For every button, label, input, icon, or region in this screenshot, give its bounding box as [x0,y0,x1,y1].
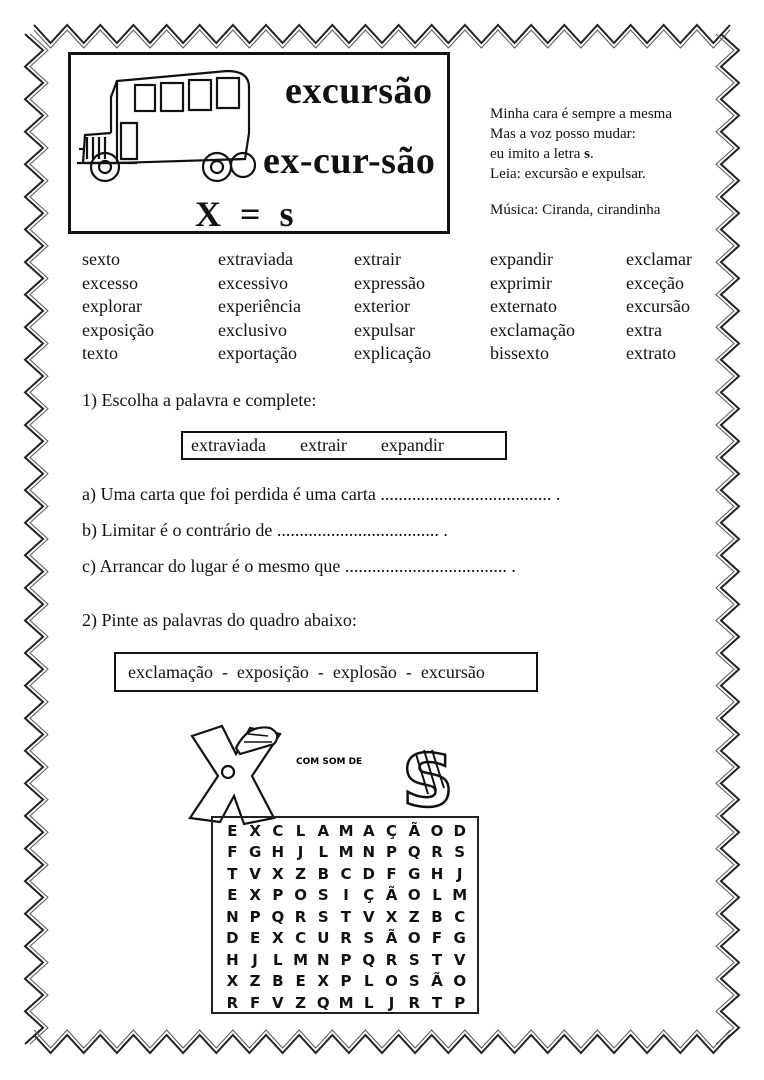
word-search-letter[interactable]: N [317,950,330,969]
word-list-item: excesso [82,272,138,293]
word-search-letter[interactable]: P [386,843,397,862]
word-search-letter[interactable]: N [362,843,376,862]
word-list-item: expulsar [354,319,415,340]
word-search-letter[interactable]: T [431,950,443,969]
option-word: extrair [299,435,347,455]
word-search-letter[interactable]: M [338,993,354,1012]
word-list-item: expressão [354,272,425,293]
word-search-letter[interactable]: U [317,929,330,948]
word-search-letter[interactable]: S [408,972,420,991]
word-search-letter[interactable]: V [362,907,375,926]
word-search-letter[interactable]: L [318,843,329,862]
word-search-letter[interactable]: D [226,929,239,948]
puzzle-caption: COM SOM DE [296,757,363,767]
word-search-letter[interactable]: Ç [363,886,375,905]
word-search-row [221,863,471,885]
poem-line: Minha cara é sempre a mesma [490,106,672,122]
word-search-letter[interactable]: P [454,993,466,1012]
rule-equals: = [240,194,261,234]
word-search-letter[interactable]: P [272,886,284,905]
word-search-letter[interactable]: R [340,929,352,948]
word-search-letter[interactable]: X [385,907,398,926]
word-search-letter[interactable]: X [317,972,330,991]
word-search-letter[interactable]: R [385,950,398,969]
word-search-row [221,842,471,864]
word-list-item: explorar [82,296,142,316]
word-search-letter[interactable]: M [338,821,354,840]
word-search-letter[interactable]: F [431,929,443,948]
word-search-letter[interactable]: R [408,993,421,1012]
word-search-letter[interactable]: M [293,950,309,969]
word-search-letter[interactable]: G [408,864,421,883]
word-search-letter[interactable]: O [385,972,398,991]
word-search-letter[interactable]: D [362,864,375,883]
word-search-letter[interactable]: L [295,821,306,840]
word-search-row [221,906,471,928]
word-search-letter[interactable]: C [272,821,284,840]
word-list-item: extra [626,319,662,340]
rule-x-equals-s [195,193,294,235]
exercise-2-title: 2) Pinte as palavras do quadro abaixo: [82,610,357,630]
word-list-item: externato [490,296,557,316]
word-search-row [221,971,471,993]
poem-line: Mas a voz posso mudar: [490,126,636,142]
exercise-2-words-box: exclamação - exposição - explosão - excursão [114,652,538,692]
word-search-letter[interactable]: R [294,907,307,926]
svg-text:S: S [402,739,454,823]
word-search-grid [211,816,479,1014]
word-search-letter[interactable]: T [431,993,443,1012]
word-list-item: experiência [218,296,301,316]
word-search-letter[interactable]: R [226,993,239,1012]
word-search-letter[interactable]: C [340,864,352,883]
word-search-letter[interactable]: S [408,950,420,969]
word-search-letter[interactable]: J [252,950,258,969]
word-search-letter[interactable]: E [295,972,306,991]
word-search-letter[interactable]: H [430,864,444,883]
word-search-letter[interactable]: M [452,886,468,905]
option-word: extraviada [191,435,266,455]
word-search-row [221,949,471,971]
header-box [68,52,450,234]
word-search-letter[interactable]: S [317,886,329,905]
word-search-letter[interactable]: L [273,950,283,969]
word-search-letter[interactable]: J [388,993,395,1012]
word-search-letter[interactable]: V [249,864,261,883]
word-list-item: excursão [626,296,690,316]
word-search-letter[interactable]: P [340,972,352,991]
word-list-item: extrair [354,249,401,269]
word-search-letter[interactable]: M [338,843,354,862]
word-list-item: excessivo [218,272,288,293]
word-search-letter[interactable]: R [431,843,443,862]
word-search-letter[interactable]: Z [249,972,261,991]
word-search-letter[interactable]: X [249,886,261,905]
word-search-letter[interactable]: C [454,907,466,926]
poem-line: Leia: excursão e expulsar. [490,166,646,182]
word-search-letter[interactable]: E [227,886,238,905]
word-search-letter[interactable]: S [363,929,375,948]
word-list-item: texto [82,343,118,363]
word-list-item: extrato [626,343,676,363]
word-search-letter[interactable]: I [343,886,349,905]
word-search-letter[interactable]: Ã [385,929,398,948]
word-search-letter[interactable]: Z [408,907,420,926]
word-search-letter[interactable]: C [295,929,307,948]
word-search-letter[interactable]: G [453,929,466,948]
x-character-icon [190,726,280,824]
word-search-letter[interactable]: Z [295,864,307,883]
word-search-letter[interactable]: N [226,907,239,926]
word-list-item: exprimir [490,272,552,293]
word-list-item: exceção [626,272,684,293]
word-list [82,248,722,366]
word-search-letter[interactable]: E [227,821,238,840]
word-search-row [221,885,471,907]
sentence-a: a) Uma carta que foi perdida é uma carta ...................................... . [82,484,561,504]
word-list-item: exclusivo [218,319,287,340]
word-search-letter[interactable]: V [272,993,284,1012]
word-search-row [221,928,471,950]
word-list-item: bissexto [490,343,550,363]
word-search-letter[interactable]: A [317,821,330,840]
word-list-item: exterior [354,296,410,316]
poem [490,104,752,220]
word-search-letter[interactable]: J [456,864,463,883]
letter-s-icon [402,739,454,823]
word-search-letter[interactable]: S [454,843,466,862]
word-search-letter[interactable]: G [248,843,262,862]
word-search-letter[interactable]: J [297,843,304,862]
word-search-letter[interactable]: L [432,886,442,905]
word-search-letter[interactable]: A [362,821,375,840]
word-list-item: expandir [490,249,553,269]
word-search-letter[interactable]: F [386,864,397,883]
sentence-c: c) Arrancar do lugar é o mesmo que .................................... . [82,556,516,576]
word-search-letter[interactable]: P [249,907,261,926]
word-search-letter[interactable]: V [453,950,466,969]
word-search-letter[interactable]: H [226,950,239,969]
word-search-letter[interactable]: Ç [386,821,398,840]
word-list-item: explicação [354,343,431,363]
word-list-item: exposição [82,319,154,340]
word-search-letter[interactable]: X [249,821,261,840]
word-search-letter[interactable]: H [271,843,285,862]
word-search-letter[interactable]: D [453,821,466,840]
word-search-letter[interactable]: Ã [431,972,443,991]
word-list-item: extraviada [218,249,293,269]
word-search-letter[interactable]: F [249,993,261,1012]
word-search-letter[interactable]: B [317,864,330,883]
word-list-item: exportação [218,343,297,363]
word-search-letter[interactable]: Q [316,993,330,1012]
word-search-letter[interactable]: Ã [408,821,421,840]
rule-x: X [195,194,221,234]
word-search-letter[interactable]: B [431,907,443,926]
poem-line-letter-s: eu imito a letra s. [490,146,594,162]
word-search-letter[interactable]: X [272,864,284,883]
word-search-letter[interactable]: B [272,972,284,991]
sentence-b: b) Limitar é o contrário de .................................... . [82,520,448,540]
header-word: excursão [285,70,433,112]
word-search-letter[interactable]: F [227,843,238,862]
poem-music: Música: Ciranda, cirandinha [490,202,661,218]
word-search-letter[interactable]: Q [271,907,285,926]
word-search-letter[interactable]: O [453,972,467,991]
word-search-row [221,992,471,1014]
word-search-letter[interactable]: L [363,972,374,991]
option-word: expandir [380,435,444,455]
word-list-item: sexto [82,249,120,269]
exercise-1-options-box [181,431,507,460]
word-search-letter[interactable]: T [227,864,238,883]
word-search-row [221,820,471,842]
word-search-letter[interactable]: Q [362,950,376,969]
header-syllables: ex-cur-são [263,140,436,182]
word-list-item: exclamação [490,319,575,340]
word-search-letter[interactable]: O [407,929,421,948]
word-search-letter[interactable]: O [294,886,307,905]
word-search-letter[interactable]: X [226,972,239,991]
word-search-letter[interactable]: T [340,907,352,926]
bus-illustration [77,63,267,187]
word-search-letter[interactable]: X [272,929,284,948]
word-search-letter[interactable]: Ã [385,886,398,905]
word-list-item: exclamar [626,249,692,269]
rule-s: s [279,194,294,234]
word-search-letter[interactable]: Q [407,843,421,862]
word-search-letter[interactable]: P [340,950,352,969]
word-search-letter[interactable]: O [430,821,444,840]
exercise-1-title: 1) Escolha a palavra e complete: [82,390,317,410]
word-search-letter[interactable]: Z [295,993,307,1012]
word-search-letter[interactable]: E [249,929,261,948]
word-search-letter[interactable]: S [317,907,329,926]
word-search-letter[interactable]: O [407,886,421,905]
word-search-letter[interactable]: L [363,993,374,1012]
